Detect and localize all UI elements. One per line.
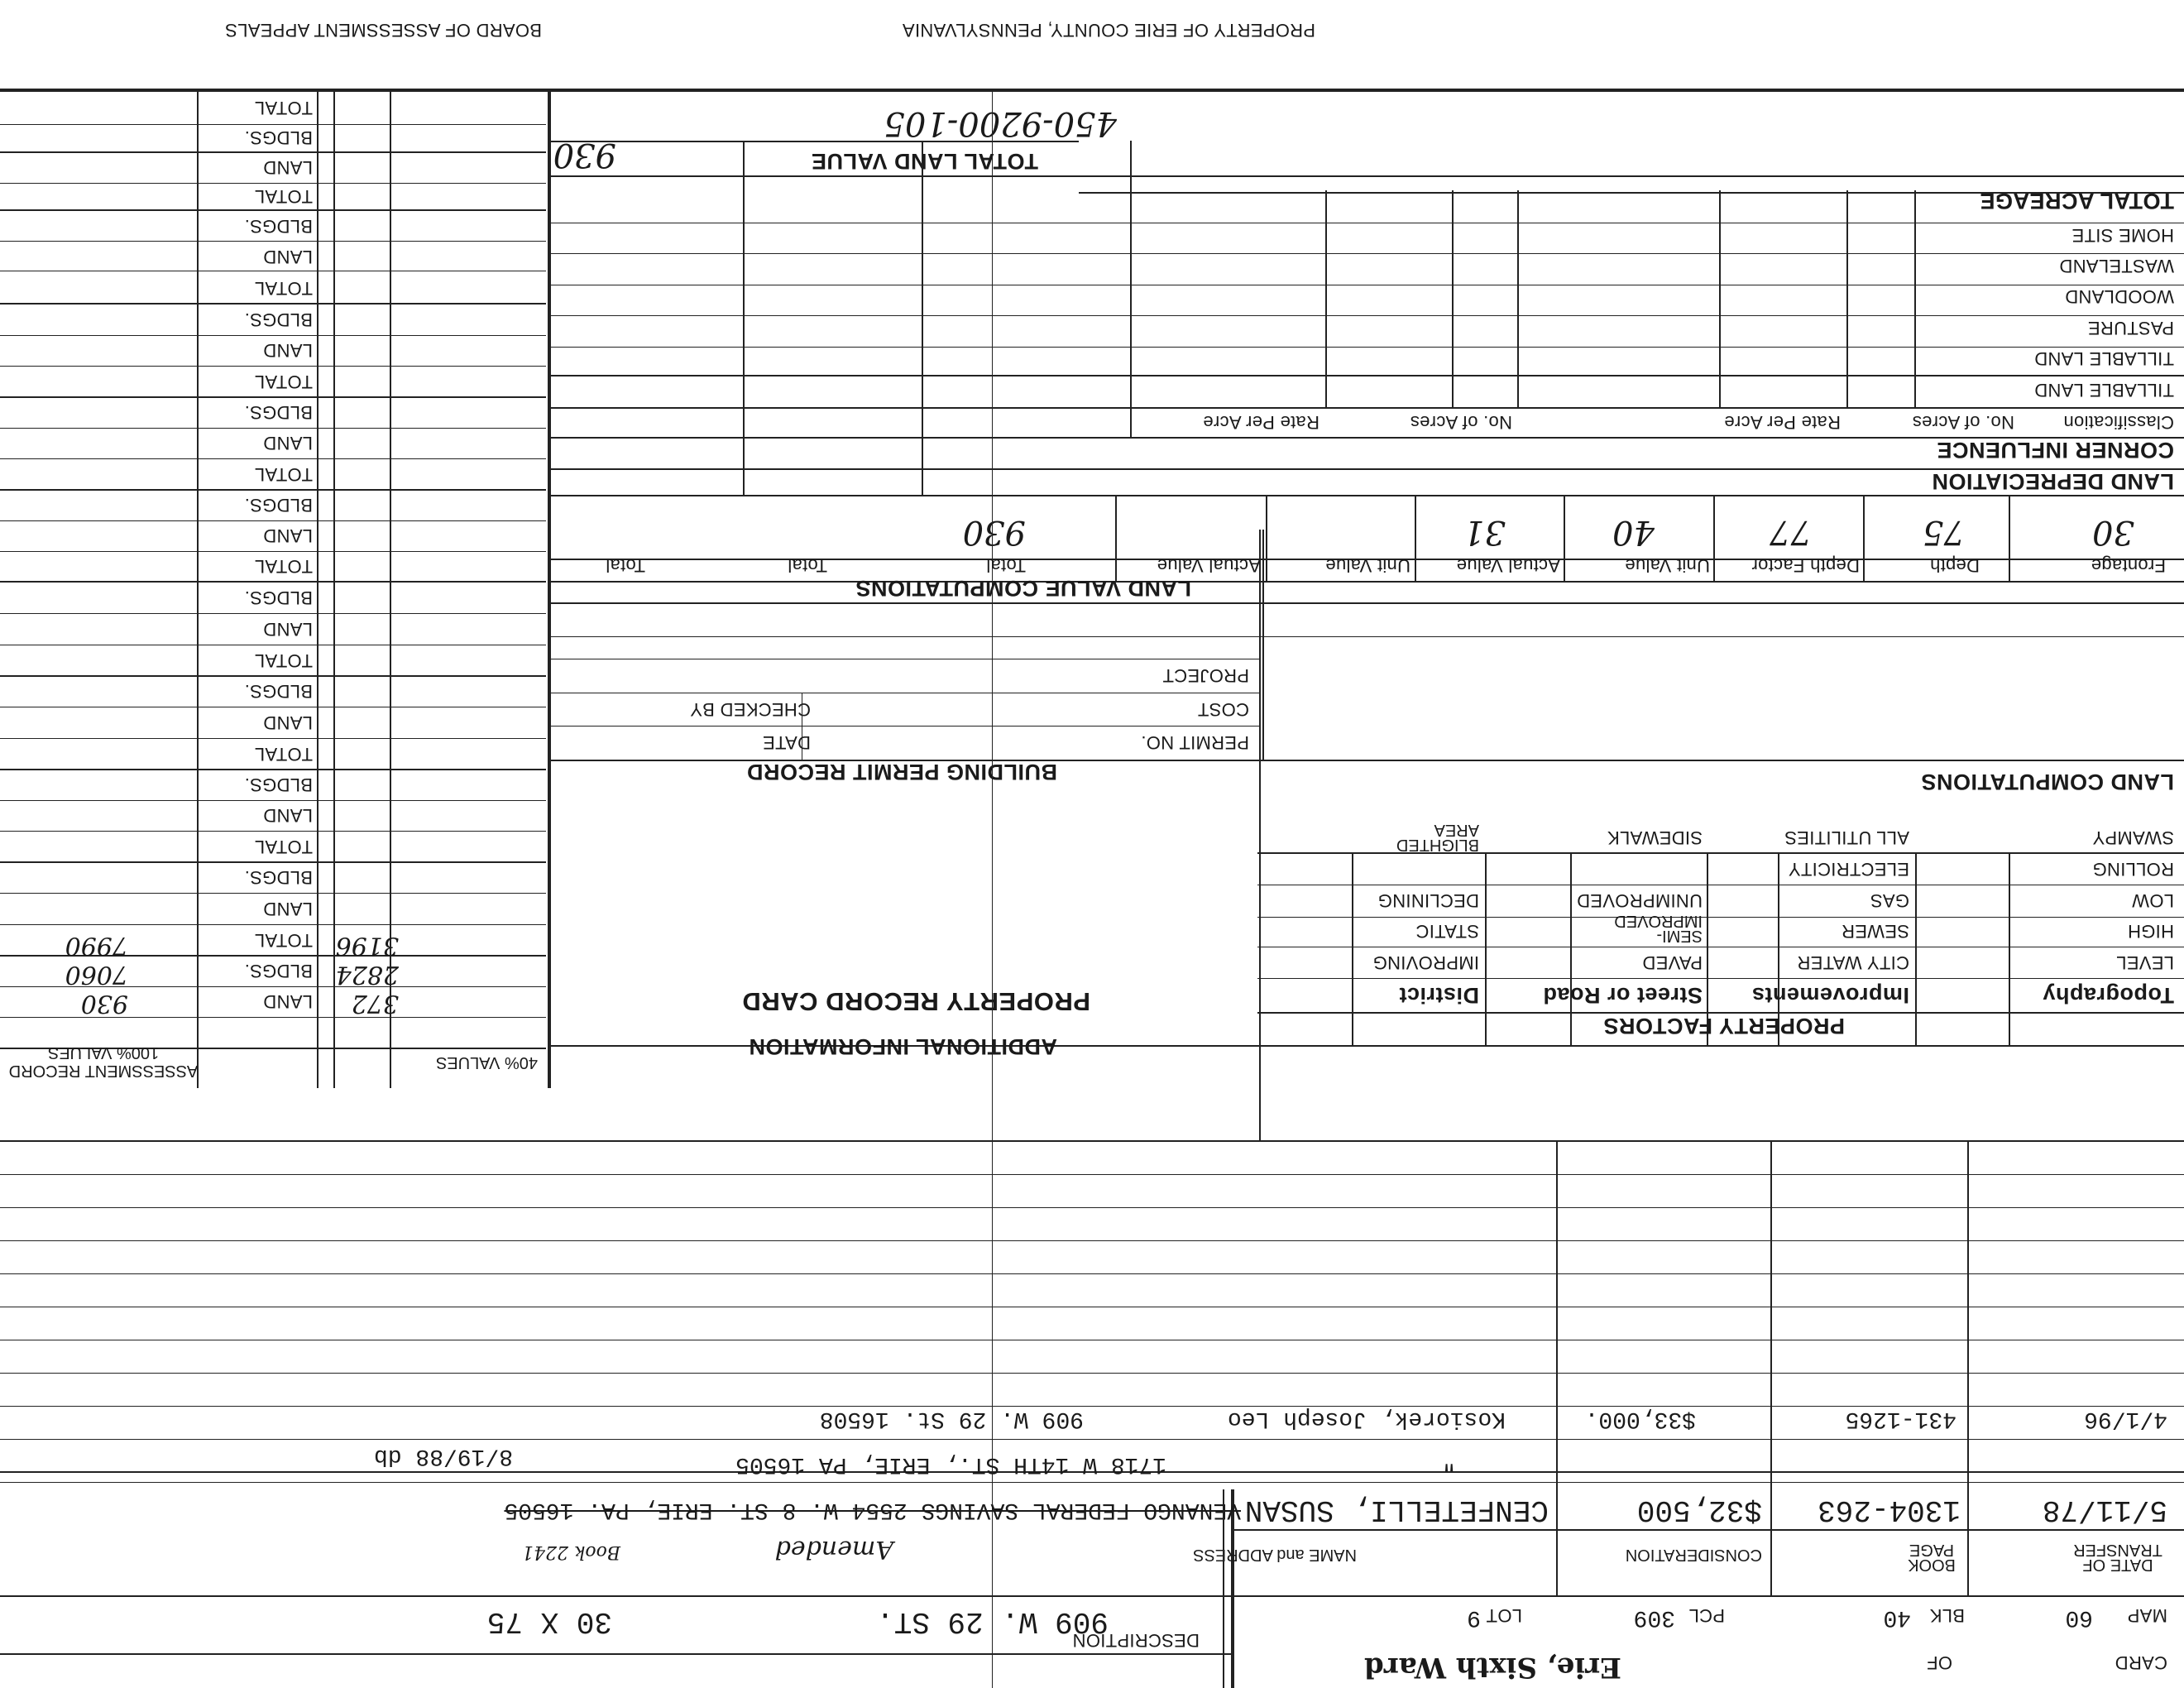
class-tillable-2: TILLABLE LAND xyxy=(2034,380,2174,400)
cost-label: COST xyxy=(1197,699,1249,720)
value-40-land: 372 xyxy=(351,989,399,1018)
project-label: PROJECT xyxy=(1162,665,1249,686)
owner-line: PROPERTY OF ERIE COUNTY, PENNSYLVANIA xyxy=(902,20,1315,41)
additional-info-title: ADDITIONAL INFORMATION xyxy=(749,1034,1057,1059)
permit-no-label: PERMIT NO. xyxy=(1141,732,1249,753)
card-title: PROPERTY RECORD CARD xyxy=(741,987,1090,1016)
total-land-value-label: TOTAL LAND VALUE xyxy=(811,149,1038,174)
description-label: DESCRIPTION xyxy=(1072,1630,1200,1651)
assessment-record-label: ASSESSMENT RECORD 100% VALUES xyxy=(8,1043,199,1080)
amended-note: Amended xyxy=(774,1535,893,1564)
description-value: 909 W. 29 ST. xyxy=(876,1604,1109,1638)
land-depreciation-label: LAND DEPRECIATION xyxy=(1931,469,2174,494)
book-note: Book 2241 xyxy=(522,1542,620,1562)
hdr-book-page: BOOK PAGE xyxy=(1908,1541,1956,1574)
value-100-bldgs: 7060 xyxy=(65,960,128,989)
pf-header-street: Street or Road xyxy=(1542,983,1703,1008)
depth-value: 75 xyxy=(1923,513,1965,551)
date-label: DATE xyxy=(762,732,811,753)
classification-label: Classification xyxy=(2063,412,2174,433)
total-value: 930 xyxy=(962,513,1026,551)
unit-value-value: 40 xyxy=(1612,513,1655,551)
value-40-bldgs: 2824 xyxy=(335,960,399,989)
no-of-acres-1: No. of Acres xyxy=(1912,412,2014,433)
actual-value-value: 31 xyxy=(1463,513,1506,551)
ward-stamp: Erie, Sixth Ward xyxy=(1364,1651,1621,1684)
lvc-title: LAND VALUE COMPUTATIONS xyxy=(855,576,1191,601)
rate-per-acre-1: Rate Per Acre xyxy=(1724,412,1841,433)
building-permit-title: BUILDING PERMIT RECORD xyxy=(746,760,1057,784)
depth-factor-value: 77 xyxy=(1770,513,1812,551)
class-tillable-1: TILLABLE LAND xyxy=(2034,348,2174,369)
land-computations-label: LAND COMPUTATIONS xyxy=(1921,770,2174,794)
pct40-label: 40% VALUES xyxy=(435,1053,538,1072)
property-record-card: PROPERTY OF ERIE COUNTY, PENNSYLVANIA BOARD OF ASSESSMENT APPEALS TOTAL BLDGS. LAND TOTAL BLDGS. LAND TOTAL BLDGS. LAND TOTAL BLDGS. LAND TOTAL BLDGS. LAND TOTAL BLDGS. LAND TOTAL BLDGS. LAND TOTAL BLDGS. LAND TOTAL BLDGS. LAND TOTAL BLDGS. LAND ASSESSMENT RECORD 100% VALUES 40% VALUES 372 2824 3196 930 7060 7990 450-9200-105 TOTAL LAND VALUE 930 TOTAL ACREAGE HOME SITE WASTELAND WOODLAND PASTURE TILLABLE LAND TILLABLE LAND Classification No. of Acres Rate Per Acre No. of Acres Rate Per Acre CORNER INFLUENCE LAND DEPRECIATION Frontage Depth Depth Factor Unit Value Actual Value Unit Value Actual Value Total Total Total 30 75 77 40 31 930 LAND VALUE COMPUTATIONS LAND COMPUTATIONS BUILDING PERMIT RECORD PERMIT NO. DATE COST CHECKED BY PROJECT Topography Improvements Street or Road District PROPERTY FACTORS LEVEL HIGH LOW ROLLING SWAMPY CITY WATER SEWER GAS ELECTRICITY ALL UTILITIES PAVED SEMI-IMPROVED UNIMPROVED SIDEWALK IMPROVING STATIC DECLINING BLIGHTED AREA PROPERTY RECORD CARD ADDITIONAL INFORMATION BOOK PAGE DATE OF TRANSFER CONSIDERATION NAME and ADDRESS 5/11/78 1304-263 $32,500 CENFETELLI, SUSAN VENANGO FEDERAL SAVINGS 2554 W. 8 ST. ERIE, PA. 16505 " 1718 W 14TH ST., ERIE, PA 16505 8/19/88 db 4/1/96 431-1265 $33,000. Kosiorek, Joseph Leo 909 W. 29 St. 16508 Amended Book 2241 MAP 60 BLK 40 PCL 309 LOT 9 CARD OF Erie, Sixth Ward DESCRIPTION 909 W. 29 ST. 30 X 75 xyxy=(0,0,2184,1688)
card-label: CARD xyxy=(2115,1652,2167,1673)
pf-header-improvements: Improvements xyxy=(1751,983,1909,1008)
total-acreage-label: TOTAL ACREAGE xyxy=(1979,189,2174,213)
class-pasture: PASTURE xyxy=(2087,318,2174,338)
pf-header-district: District xyxy=(1398,983,1479,1008)
vline-main xyxy=(548,91,551,1088)
dimensions: 30 X 75 xyxy=(486,1604,612,1638)
class-home-site: HOME SITE xyxy=(2071,225,2174,246)
class-woodland: WOODLAND xyxy=(2065,286,2174,307)
rate-per-acre-2: Rate Per Acre xyxy=(1203,412,1320,433)
top-border xyxy=(0,89,2184,92)
total-land-value: 930 xyxy=(553,136,616,174)
checked-by-label: CHECKED BY xyxy=(689,699,811,720)
hdr-consideration: CONSIDERATION xyxy=(1625,1546,1762,1564)
hdr-date-of-transfer: DATE OF TRANSFER xyxy=(2073,1541,2162,1574)
parcel-id: 450-9200-105 xyxy=(884,104,1117,142)
value-100-total: 7990 xyxy=(65,931,128,960)
of-label: OF xyxy=(1926,1652,1952,1673)
frontage-value: 30 xyxy=(2092,513,2134,551)
class-wasteland: WASTELAND xyxy=(2059,256,2174,276)
board-line: BOARD OF ASSESSMENT APPEALS xyxy=(224,20,542,41)
corner-influence-label: CORNER INFLUENCE xyxy=(1936,438,2174,463)
property-factors-title: PROPERTY FACTORS xyxy=(1602,1014,1845,1038)
pf-header-topography: Topography xyxy=(2043,983,2174,1008)
no-of-acres-2: No. of Acres xyxy=(1410,412,1512,433)
value-100-land: 930 xyxy=(80,989,128,1018)
hdr-name-address: NAME and ADDRESS xyxy=(1193,1546,1357,1564)
value-40-total: 3196 xyxy=(335,931,399,960)
